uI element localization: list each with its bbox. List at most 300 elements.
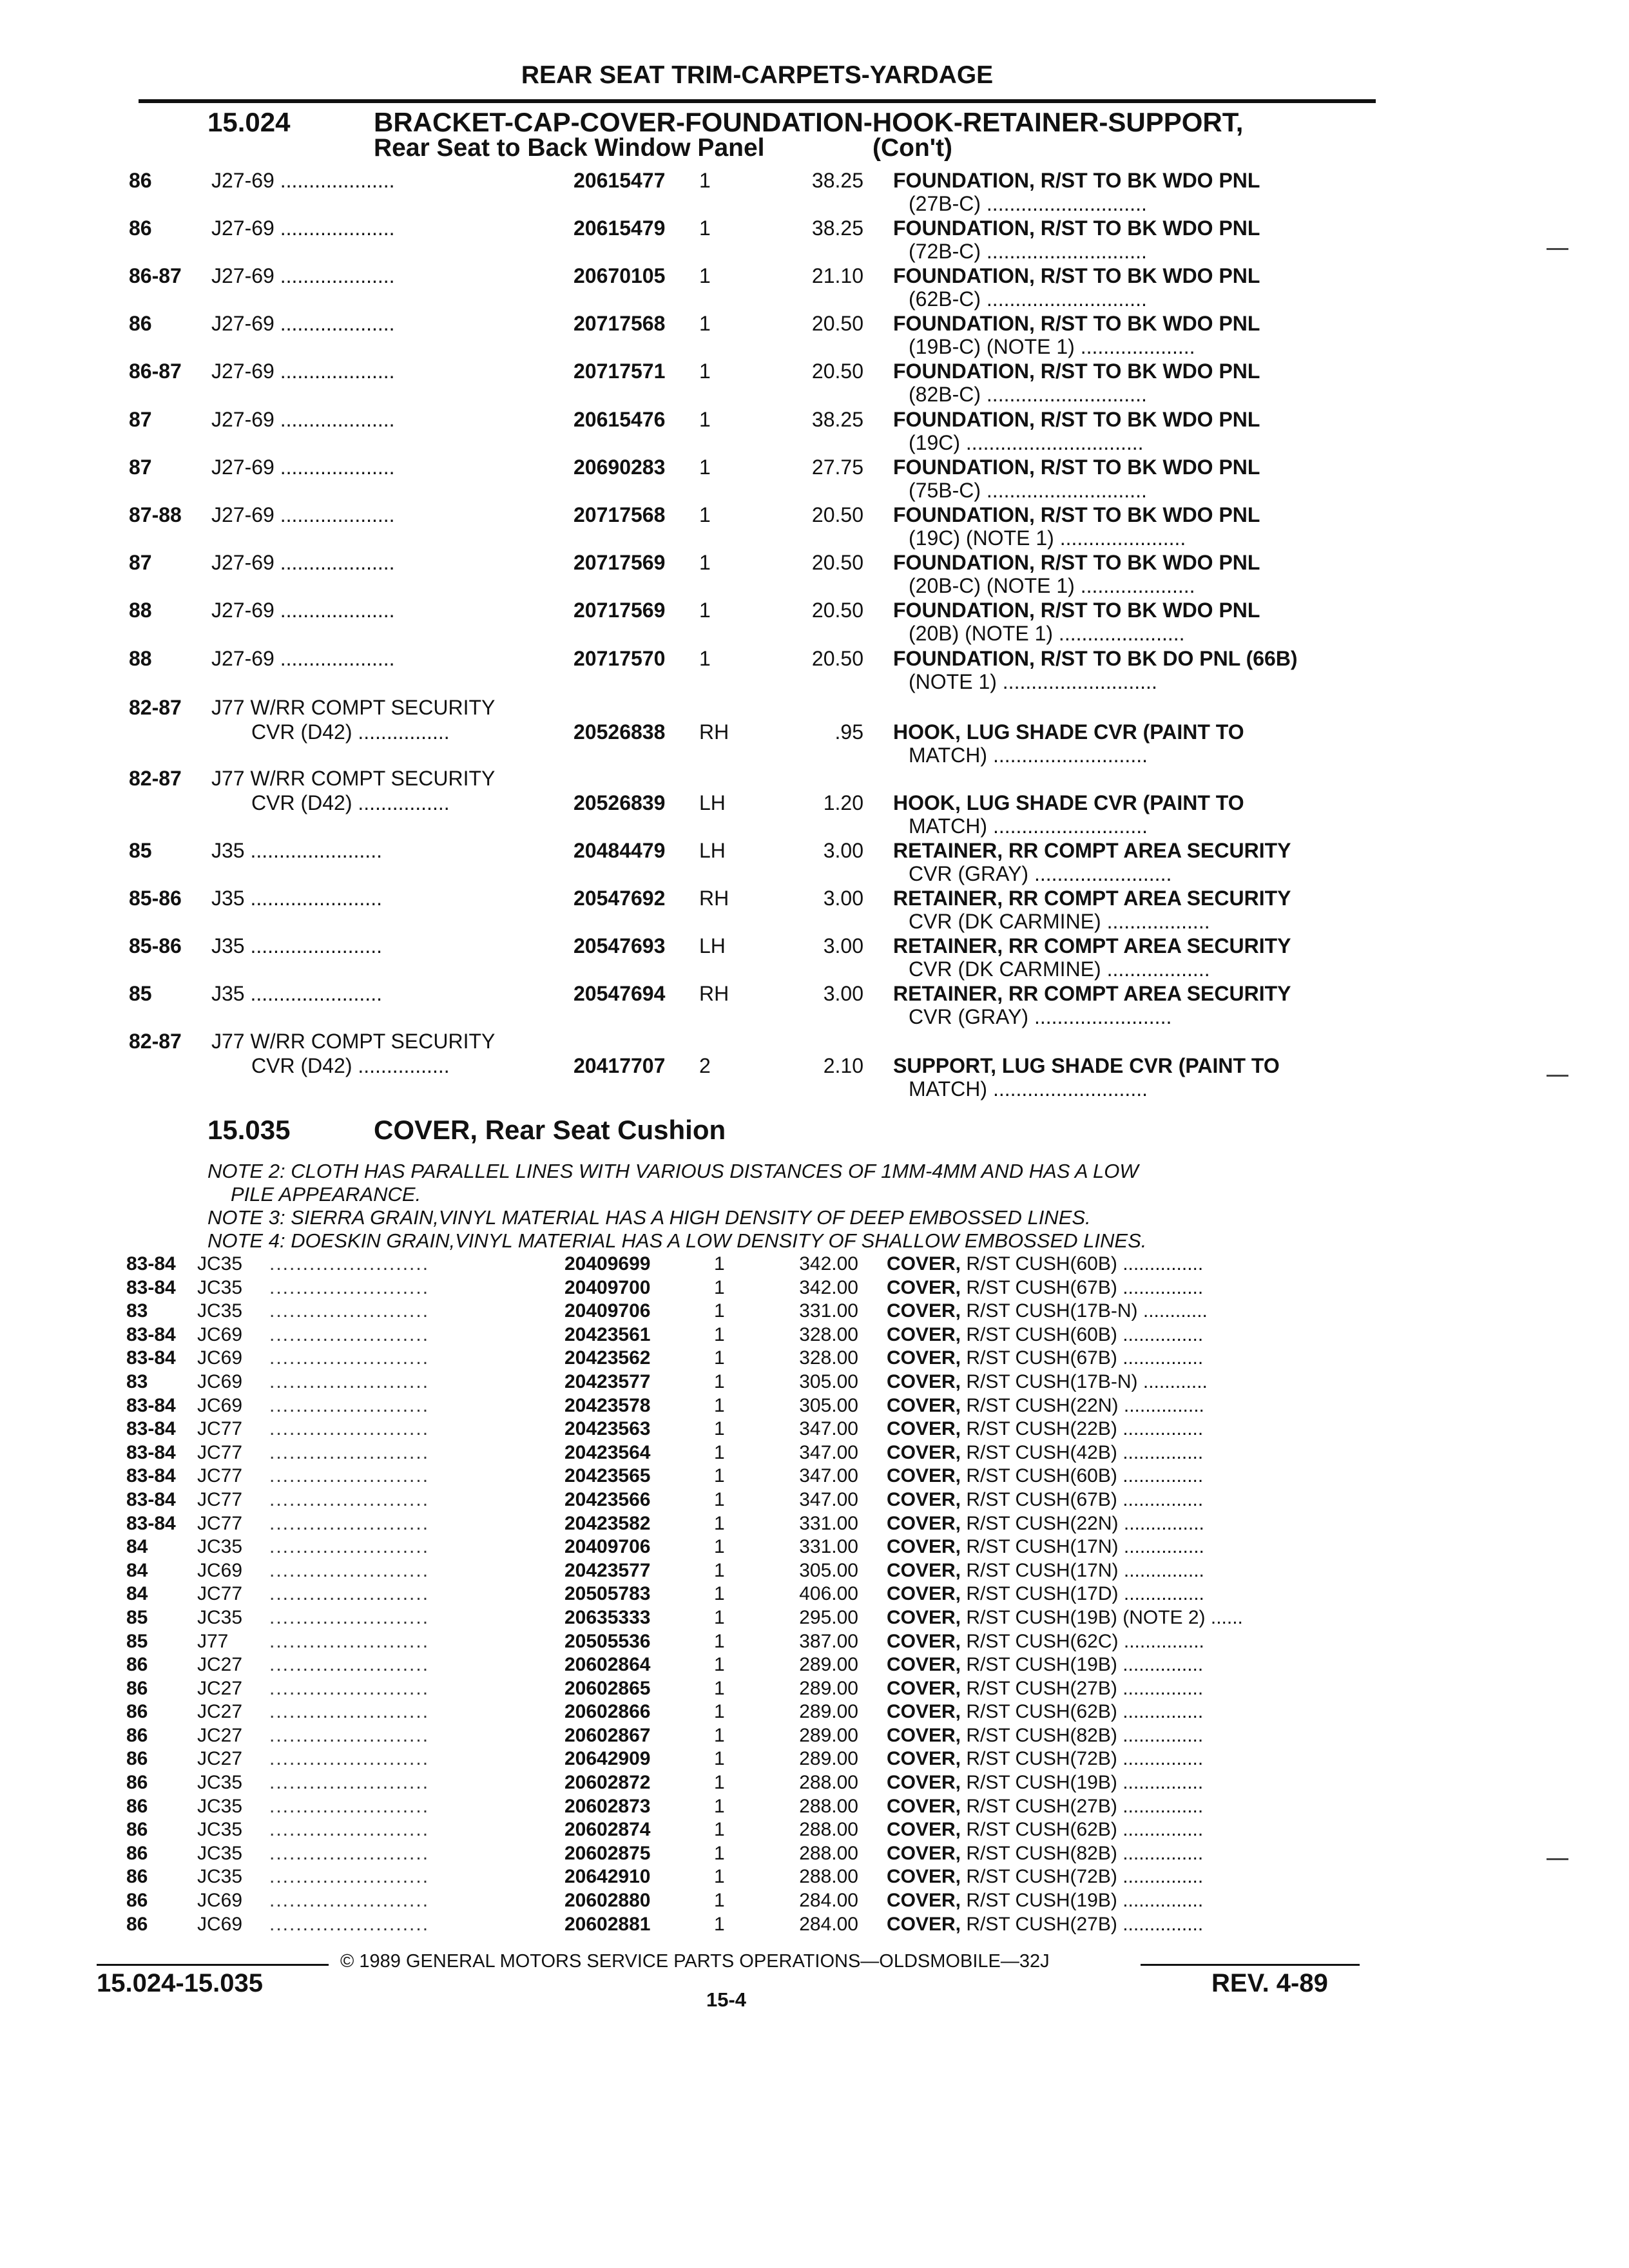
description-detail: R/ST CUSH(60B) ............... [966,1465,1204,1487]
leader-dots: ....................... [244,934,382,957]
description-detail: R/ST CUSH(22N) ............... [966,1394,1204,1416]
description-line-1: FOUNDATION, R/ST TO BK WDO PNL [893,169,1260,192]
table-row [126,1323,1370,1347]
description-line-1: RETAINER, RR COMPT AREA SECURITY [893,934,1291,957]
quantity: 1 [699,216,711,240]
description-line-1: FOUNDATION, R/ST TO BK DO PNL (66B) [893,647,1298,670]
note-2-cont: PILE APPEARANCE. [231,1183,421,1206]
description [887,1276,1203,1300]
part-number: 20526838 [574,720,666,744]
model: JC27 [197,1748,243,1770]
description [887,1441,1203,1465]
model: J77 W/RR COMPT SECURITY [211,767,496,790]
year: 86 [126,1842,148,1864]
description-line-1: FOUNDATION, R/ST TO BK WDO PNL [893,456,1260,479]
year: 83-84 [126,1253,176,1274]
leader-dots: .................... [274,360,395,383]
description [887,1394,1204,1418]
price: 331.00 [799,1512,858,1534]
description-line-2: CVR (DK CARMINE) .................. [909,910,1210,933]
part-number: 20423564 [564,1441,651,1463]
model: JC35 [197,1819,243,1841]
quantity: 1 [714,1748,725,1770]
leader-dots: ........................ [269,1276,430,1298]
quantity: 1 [714,1370,725,1392]
year: 83-84 [126,1488,176,1510]
leader-dots: ........................ [269,1559,430,1581]
year: 86 [129,312,152,335]
model [211,934,382,957]
model [211,599,395,622]
quantity: 1 [699,503,711,526]
table-row [126,1724,1370,1748]
description [887,1795,1203,1818]
price: 27.75 [811,456,863,479]
description-line-2: (82B-C) ............................ [909,383,1147,406]
description [887,1606,1243,1629]
table-row [126,1488,1370,1512]
model [211,647,395,670]
price: 295.00 [799,1606,858,1628]
price: 289.00 [799,1724,858,1746]
description-line-2: (19C) ............................... [909,431,1144,454]
table-row [126,1559,1370,1583]
leader-dots: ....................... [244,839,382,862]
quantity: 1 [699,408,711,431]
description-line-1: RETAINER, RR COMPT AREA SECURITY [893,839,1291,862]
year: 86 [126,1654,148,1676]
year: 82-87 [129,767,182,790]
description [887,1347,1203,1370]
leader-dots: ........................ [269,1323,430,1345]
part-number: 20423562 [564,1347,651,1369]
quantity: LH [699,934,726,957]
table-row [126,1394,1370,1418]
description [887,1582,1204,1606]
description-line-2: (19C) (NOTE 1) ...................... [909,526,1186,550]
leader-dots: ........................ [269,1819,430,1841]
model: JC27 [197,1677,243,1699]
leader-dots: ....................... [244,887,382,910]
leader-dots: .................... [274,599,395,622]
year: 86-87 [129,264,182,287]
year: 86 [126,1913,148,1935]
description [887,1630,1204,1653]
year: 83 [126,1370,148,1392]
table-row [126,1512,1370,1536]
description [893,1054,1373,1100]
model: JC35 [197,1772,243,1794]
table-row [126,1347,1370,1370]
leader-dots: .................... [274,551,395,574]
table-row [126,1465,1370,1488]
year: 85 [129,982,152,1005]
part-number: 20717569 [574,551,666,574]
description-detail: R/ST CUSH(17N) ............... [966,1559,1204,1581]
description-type: COVER, [887,1512,961,1534]
model-code: J27-69 [211,312,275,335]
description-detail: R/ST CUSH(72B) ............... [966,1748,1204,1770]
model: JC27 [197,1701,243,1723]
description-detail: R/ST CUSH(19B) (NOTE 2) ...... [966,1606,1243,1628]
quantity: 1 [714,1819,725,1841]
description [887,1559,1204,1582]
leader-dots: ........................ [269,1913,430,1935]
price: 20.50 [811,647,863,670]
table-row [126,1253,1370,1276]
description-line-2: MATCH) ........................... [909,814,1148,838]
footer-rule-right [1141,1964,1360,1966]
model: JC35 [197,1276,243,1298]
price: 20.50 [811,503,863,526]
note-4: NOTE 4: DOESKIN GRAIN,VINYL MATERIAL HAS A LOW DENSITY OF SHALLOW EMBOSSED LINES. [207,1229,1147,1252]
description-detail: R/ST CUSH(67B) ............... [966,1488,1204,1510]
description-type: COVER, [887,1677,961,1699]
table-row [126,1418,1370,1441]
price: 305.00 [799,1559,858,1581]
part-number: 20602872 [564,1772,651,1794]
model-cont: CVR (D42) ................ [251,1054,450,1077]
margin-mark [1547,248,1568,250]
description-line-2: MATCH) ........................... [909,1077,1148,1100]
part-number: 20602875 [564,1842,651,1864]
price: 328.00 [799,1347,858,1369]
table-row [126,1300,1370,1323]
notes [207,1160,1367,1253]
description [893,216,1373,263]
year: 87 [129,551,152,574]
description-line-1: FOUNDATION, R/ST TO BK WDO PNL [893,599,1260,622]
year: 85 [126,1606,148,1628]
table-row [126,1889,1370,1913]
description [887,1913,1203,1936]
part-number: 20547693 [574,934,666,957]
quantity: 1 [714,1701,725,1723]
description [893,982,1373,1028]
price: 3.00 [823,887,863,910]
year: 88 [129,599,152,622]
model: JC35 [197,1795,243,1817]
model: J77 W/RR COMPT SECURITY [211,696,496,719]
description-type: COVER, [887,1370,961,1392]
leader-dots: ........................ [269,1748,430,1770]
description [887,1865,1203,1888]
model: JC69 [197,1323,243,1345]
leader-dots: ........................ [269,1724,430,1746]
description [893,360,1373,406]
table-row [126,1630,1370,1654]
price: 288.00 [799,1819,858,1841]
quantity: 2 [699,1054,711,1077]
leader-dots: ........................ [269,1512,430,1534]
year: 87-88 [129,503,182,526]
year: 86 [126,1748,148,1770]
description-line-2: MATCH) ........................... [909,744,1148,767]
description [893,887,1373,933]
year: 88 [129,647,152,670]
description-detail: R/ST CUSH(67B) ............... [966,1347,1204,1369]
section-title: COVER, Rear Seat Cushion [374,1115,726,1145]
description [887,1323,1203,1347]
year: 84 [126,1536,148,1558]
quantity: 1 [699,264,711,287]
year: 83-84 [126,1465,176,1487]
part-number: 20717568 [574,503,666,526]
price: 1.20 [823,791,863,814]
description-detail: R/ST CUSH(62B) ............... [966,1701,1204,1723]
model-code: J27-69 [211,264,275,287]
table-row [126,1441,1370,1465]
description-type: COVER, [887,1465,961,1487]
description [887,1842,1203,1865]
model-code: J35 [211,982,245,1005]
leader-dots: .................... [274,456,395,479]
quantity: 1 [714,1512,725,1534]
quantity: 1 [714,1253,725,1274]
model [211,169,395,192]
description [893,647,1373,693]
description-type: COVER, [887,1488,961,1510]
margin-mark [1547,1858,1568,1860]
description-detail: R/ST CUSH(60B) ............... [966,1323,1204,1345]
description-line-1: FOUNDATION, R/ST TO BK WDO PNL [893,551,1260,574]
description-type: COVER, [887,1394,961,1416]
description [893,839,1373,885]
leader-dots: .................... [274,169,395,192]
quantity: 1 [714,1630,725,1652]
part-number: 20635333 [564,1606,651,1628]
description [893,456,1373,502]
model: JC69 [197,1890,243,1912]
quantity: 1 [714,1654,725,1676]
year: 84 [126,1583,148,1605]
price: 38.25 [811,216,863,240]
leader-dots: ........................ [269,1347,430,1369]
description [893,720,1373,767]
part-number: 20717568 [574,312,666,335]
description [887,1300,1208,1323]
price: 38.25 [811,169,863,192]
table-row [126,1747,1370,1771]
description [893,169,1373,215]
part-number: 20717570 [574,647,666,670]
quantity: RH [699,720,729,744]
price: 38.25 [811,408,863,431]
table-row [126,1606,1370,1630]
description-type: COVER, [887,1842,961,1864]
description [893,503,1373,550]
quantity: 1 [714,1536,725,1558]
footer-copyright: © 1989 GENERAL MOTORS SERVICE PARTS OPERATIONS—OLDSMOBILE—32J [340,1951,1050,1972]
description-detail: R/ST CUSH(17B-N) ............ [966,1300,1208,1322]
table-row [126,1842,1370,1866]
model: JC35 [197,1842,243,1864]
description-type: COVER, [887,1347,961,1369]
part-number: 20423577 [564,1559,651,1581]
table-row [126,1771,1370,1795]
quantity: LH [699,839,726,862]
description-type: COVER, [887,1701,961,1723]
description-type: COVER, [887,1913,961,1935]
year: 83-84 [126,1512,176,1534]
description-detail: R/ST CUSH(62B) ............... [966,1819,1204,1841]
year: 83-84 [126,1441,176,1463]
part-number: 20615479 [574,216,666,240]
part-number: 20615477 [574,169,666,192]
price: 331.00 [799,1300,858,1322]
leader-dots: ........................ [269,1701,430,1723]
price: 20.50 [811,551,863,574]
description-line-1: HOOK, LUG SHADE CVR (PAINT TO [893,720,1244,744]
quantity: 1 [714,1842,725,1864]
price: 288.00 [799,1795,858,1817]
model [211,360,395,383]
description-detail: R/ST CUSH(22N) ............... [966,1512,1204,1534]
price: 3.00 [823,982,863,1005]
leader-dots: ........................ [269,1300,430,1322]
leader-dots: .................... [274,503,395,526]
model: JC69 [197,1394,243,1416]
description [887,1724,1203,1747]
description-line-1: SUPPORT, LUG SHADE CVR (PAINT TO [893,1054,1280,1077]
quantity: 1 [699,169,711,192]
description-detail: R/ST CUSH(19B) ............... [966,1654,1204,1676]
page-header: REAR SEAT TRIM-CARPETS-YARDAGE [139,57,1376,103]
description-line-1: FOUNDATION, R/ST TO BK WDO PNL [893,312,1260,335]
price: 284.00 [799,1913,858,1935]
quantity: 1 [714,1418,725,1440]
year: 86 [126,1819,148,1841]
model: JC77 [197,1418,243,1440]
description-detail: R/ST CUSH(67B) ............... [966,1276,1204,1298]
table-row [126,1913,1370,1937]
part-number: 20505783 [564,1583,651,1605]
model: J77 W/RR COMPT SECURITY [211,1030,496,1053]
part-number: 20423582 [564,1512,651,1534]
part-number: 20717569 [574,599,666,622]
table-row [126,1677,1370,1701]
quantity: 1 [699,599,711,622]
part-number: 20423566 [564,1488,651,1510]
table-row [126,1818,1370,1842]
year: 86 [126,1795,148,1817]
model [211,408,395,431]
year: 86 [126,1724,148,1746]
description-line-1: FOUNDATION, R/ST TO BK WDO PNL [893,503,1260,526]
description [887,1818,1203,1841]
price: 387.00 [799,1630,858,1652]
part-number: 20409706 [564,1300,651,1322]
description-line-1: FOUNDATION, R/ST TO BK WDO PNL [893,216,1260,240]
price: 328.00 [799,1323,858,1345]
table-row [126,1700,1370,1724]
description [887,1771,1203,1794]
leader-dots: .................... [274,312,395,335]
quantity: RH [699,887,729,910]
leader-dots: .................... [274,647,395,670]
description [887,1889,1203,1912]
part-number: 20602880 [564,1890,651,1912]
description [893,791,1373,838]
description [887,1465,1203,1488]
leader-dots: ........................ [269,1441,430,1463]
description-detail: R/ST CUSH(17B-N) ............ [966,1370,1208,1392]
description-detail: R/ST CUSH(19B) ............... [966,1772,1204,1794]
part-number: 20526839 [574,791,666,814]
description [887,1512,1204,1535]
year: 82-87 [129,696,182,719]
leader-dots: ........................ [269,1253,430,1274]
description-line-2: (72B-C) ............................ [909,240,1147,263]
model-code: J27-69 [211,599,275,622]
section-code: 15.035 [207,1115,291,1145]
year: 86 [126,1701,148,1723]
description [893,264,1373,311]
description-detail: R/ST CUSH(72B) ............... [966,1866,1204,1888]
leader-dots: ........................ [269,1536,430,1558]
price: 288.00 [799,1842,858,1864]
description-detail: R/ST CUSH(17D) ............... [966,1583,1204,1605]
price: 347.00 [799,1465,858,1487]
description-detail: R/ST CUSH(17N) ............... [966,1536,1204,1558]
price: 20.50 [811,599,863,622]
price: 289.00 [799,1654,858,1676]
leader-dots: ........................ [269,1866,430,1888]
part-number: 20409706 [564,1536,651,1558]
leader-dots: ........................ [269,1370,430,1392]
description [887,1253,1203,1276]
description-type: COVER, [887,1253,961,1274]
quantity: 1 [699,360,711,383]
year: 83-84 [126,1418,176,1440]
description-type: COVER, [887,1772,961,1794]
description-line-2: CVR (GRAY) ........................ [909,862,1172,885]
description-type: COVER, [887,1795,961,1817]
description [887,1535,1204,1559]
leader-dots: ........................ [269,1394,430,1416]
description [887,1370,1208,1394]
model-code: J27-69 [211,408,275,431]
leader-dots: .................... [274,408,395,431]
description-type: COVER, [887,1441,961,1463]
price: 305.00 [799,1370,858,1392]
part-number: 20690283 [574,456,666,479]
description-line-1: FOUNDATION, R/ST TO BK WDO PNL [893,360,1260,383]
quantity: 1 [714,1866,725,1888]
year: 85-86 [129,934,182,957]
price: 289.00 [799,1701,858,1723]
model: JC35 [197,1606,243,1628]
model [211,312,395,335]
model: JC77 [197,1488,243,1510]
year: 87 [129,408,152,431]
description-detail: R/ST CUSH(42B) ............... [966,1441,1204,1463]
price: 347.00 [799,1441,858,1463]
table-row [126,1370,1370,1394]
part-number: 20717571 [574,360,666,383]
margin-mark [1547,1075,1568,1077]
leader-dots: ........................ [269,1890,430,1912]
quantity: 1 [714,1347,725,1369]
price: 20.50 [811,312,863,335]
description-line-2: CVR (DK CARMINE) .................. [909,957,1210,981]
parts-table-15-035 [126,1253,1370,1936]
description [893,312,1373,358]
leader-dots: ........................ [269,1630,430,1652]
model [211,264,395,287]
section-code: 15.024 [207,107,291,137]
description [887,1700,1203,1724]
